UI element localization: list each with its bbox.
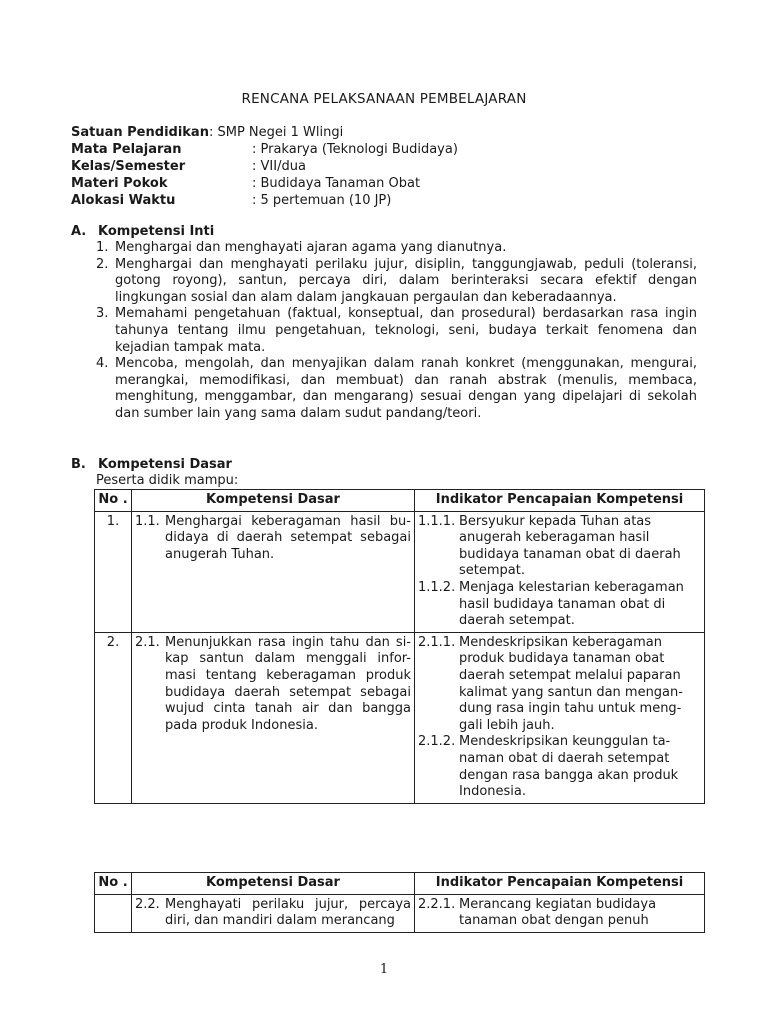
kd-cell	[132, 894, 415, 932]
meta-value: : VII/dua	[252, 159, 306, 174]
meta-row	[71, 158, 343, 175]
section-b-heading	[71, 456, 232, 473]
meta-row	[71, 141, 458, 158]
list-text: Memahami pengetahuan (faktual, konseptual, dan prosedural) berdasarkan rasa ingin tahunya tentang ilmu pengetahuan, teknologi, seni, budaya terkait fenomena dan kejadian tampak mata.	[115, 306, 697, 355]
document-title: RENCANA PELAKSANAAN PEMBELAJARAN	[241, 91, 527, 107]
kompetensi-dasar-table	[94, 489, 705, 804]
header-kompetensi-dasar: Kompetensi Dasar	[132, 873, 415, 895]
table-row	[95, 632, 705, 803]
row-number: 1.	[95, 511, 132, 632]
identity-block	[71, 124, 458, 209]
meta-label: Satuan Pendidikan	[71, 125, 209, 140]
row-number: 2.	[95, 632, 132, 803]
section-letter: A.	[71, 224, 87, 239]
section-letter: B.	[71, 457, 86, 472]
meta-label: Mata Pelajaran	[71, 142, 182, 157]
list-item	[96, 240, 697, 257]
section-title: Kompetensi Dasar	[98, 457, 232, 472]
indicator-number: 2.1.1.	[418, 634, 456, 650]
meta-row	[71, 175, 421, 192]
indicator-cell	[415, 511, 705, 632]
meta-value: : 5 pertemuan (10 JP)	[252, 193, 392, 208]
kompetensi-dasar-table-continued	[94, 872, 705, 933]
list-text: Mencoba, mengolah, dan menyajikan dalam ranah konkret (menggunakan, mengurai, merangkai, memodifikasi, dan membuat) dan ranah abstrak (menulis, membaca, menghitung, menggambar, dan mengarang) sesuai dengan yang dipelajari di sekolah dan sumber lain yang sama dalam sudut pandang/teori.	[115, 356, 697, 421]
indicator-item	[418, 514, 701, 580]
indicator-cell	[415, 632, 705, 803]
kd-text: Menunjukkan rasa ingin tahu dan si-kap santun dalam menggali infor-masi tentang keberagaman produk budidaya daerah setempat sebagai wujud cinta tanah air dan bangga pada produk Indonesia.	[165, 634, 411, 733]
header-no: No .	[95, 490, 132, 512]
meta-label: Kelas/Semester	[71, 159, 186, 174]
section-title: Kompetensi Inti	[98, 224, 215, 239]
header-kompetensi-dasar: Kompetensi Dasar	[132, 490, 415, 512]
section-b-intro: Peserta didik mampu:	[96, 473, 239, 488]
table-row	[95, 511, 705, 632]
row-number	[95, 894, 132, 932]
header-indikator: Indikator Pencapaian Kompetensi	[415, 873, 705, 895]
indicator-text: Mendeskripsikan keberagaman produk budidaya tanaman obat daerah setempat melalui paparan kalimat yang santun dan mengan-dung rasa ingin tahu untuk meng-gali lebih jauh.	[459, 634, 683, 733]
table-row	[95, 894, 705, 932]
meta-value: : Budidaya Tanaman Obat	[252, 176, 421, 191]
indicator-item	[418, 897, 701, 930]
table-header-row	[95, 873, 705, 895]
kd-number: 1.1.	[135, 513, 160, 529]
kd-item	[135, 635, 411, 735]
section-a-heading	[71, 223, 214, 240]
page-number: 1	[379, 962, 389, 977]
kompetensi-inti-list	[96, 240, 697, 423]
indicator-text: Mendeskripsikan keunggulan ta-naman obat di daerah setempat dengan rasa bangga akan produk Indonesia.	[459, 734, 679, 800]
indicator-text: Merancang kegiatan budidaya tanaman obat dengan penuh	[459, 896, 657, 929]
indicator-number: 1.1.1.	[418, 513, 456, 529]
indicator-item	[418, 635, 701, 735]
kd-text: Menghayati perilaku jujur, percaya diri, dan mandiri dalam merancang	[165, 896, 411, 929]
indicator-text: Menjaga kelestarian keberagaman hasil budidaya tanaman obat di daerah setempat.	[459, 579, 684, 629]
indicator-item	[418, 580, 701, 630]
kd-text: Menghargai keberagaman hasil bu-didaya di daerah setempat sebagai anugerah Tuhan.	[165, 513, 411, 562]
indicator-number: 2.1.2.	[418, 734, 456, 750]
table-header-row	[95, 490, 705, 512]
list-number: 3.	[96, 306, 109, 322]
indicator-number: 1.1.2.	[418, 579, 456, 595]
list-text: Menghargai dan menghayati perilaku jujur, disiplin, tanggungjawab, peduli (toleransi, gotong royong), santun, percaya diri, dalam berinteraksi secara efektif dengan lingkungan sosial dan alam dalam jangkauan pergaulan dan keberadaannya.	[115, 256, 697, 305]
meta-row	[71, 124, 343, 141]
meta-value: : SMP Negei 1 Wlingi	[208, 125, 344, 140]
meta-label: Alokasi Waktu	[71, 193, 176, 208]
list-item	[96, 306, 697, 356]
kd-number: 2.2.	[135, 896, 160, 912]
kd-number: 2.1.	[135, 634, 160, 650]
header-indikator: Indikator Pencapaian Kompetensi	[415, 490, 705, 512]
kd-cell	[132, 511, 415, 632]
list-number: 4.	[96, 356, 109, 372]
list-item	[96, 257, 697, 307]
indicator-text: Bersyukur kepada Tuhan atas anugerah keberagaman hasil budidaya tanaman obat di daerah setempat.	[459, 513, 681, 579]
indicator-cell	[415, 894, 705, 932]
list-text: Menghargai dan menghayati ajaran agama yang dianutnya.	[115, 240, 507, 255]
kd-cell	[132, 632, 415, 803]
meta-value: : Prakarya (Teknologi Budidaya)	[252, 142, 458, 157]
indicator-item	[418, 734, 701, 800]
list-number: 2.	[96, 256, 109, 272]
kd-item	[135, 514, 411, 564]
meta-row	[71, 192, 392, 209]
meta-label: Materi Pokok	[71, 176, 168, 191]
list-number: 1.	[96, 240, 109, 255]
list-item	[96, 356, 697, 422]
indicator-number: 2.2.1.	[418, 896, 456, 912]
kd-item	[135, 897, 411, 930]
header-no: No .	[95, 873, 132, 895]
